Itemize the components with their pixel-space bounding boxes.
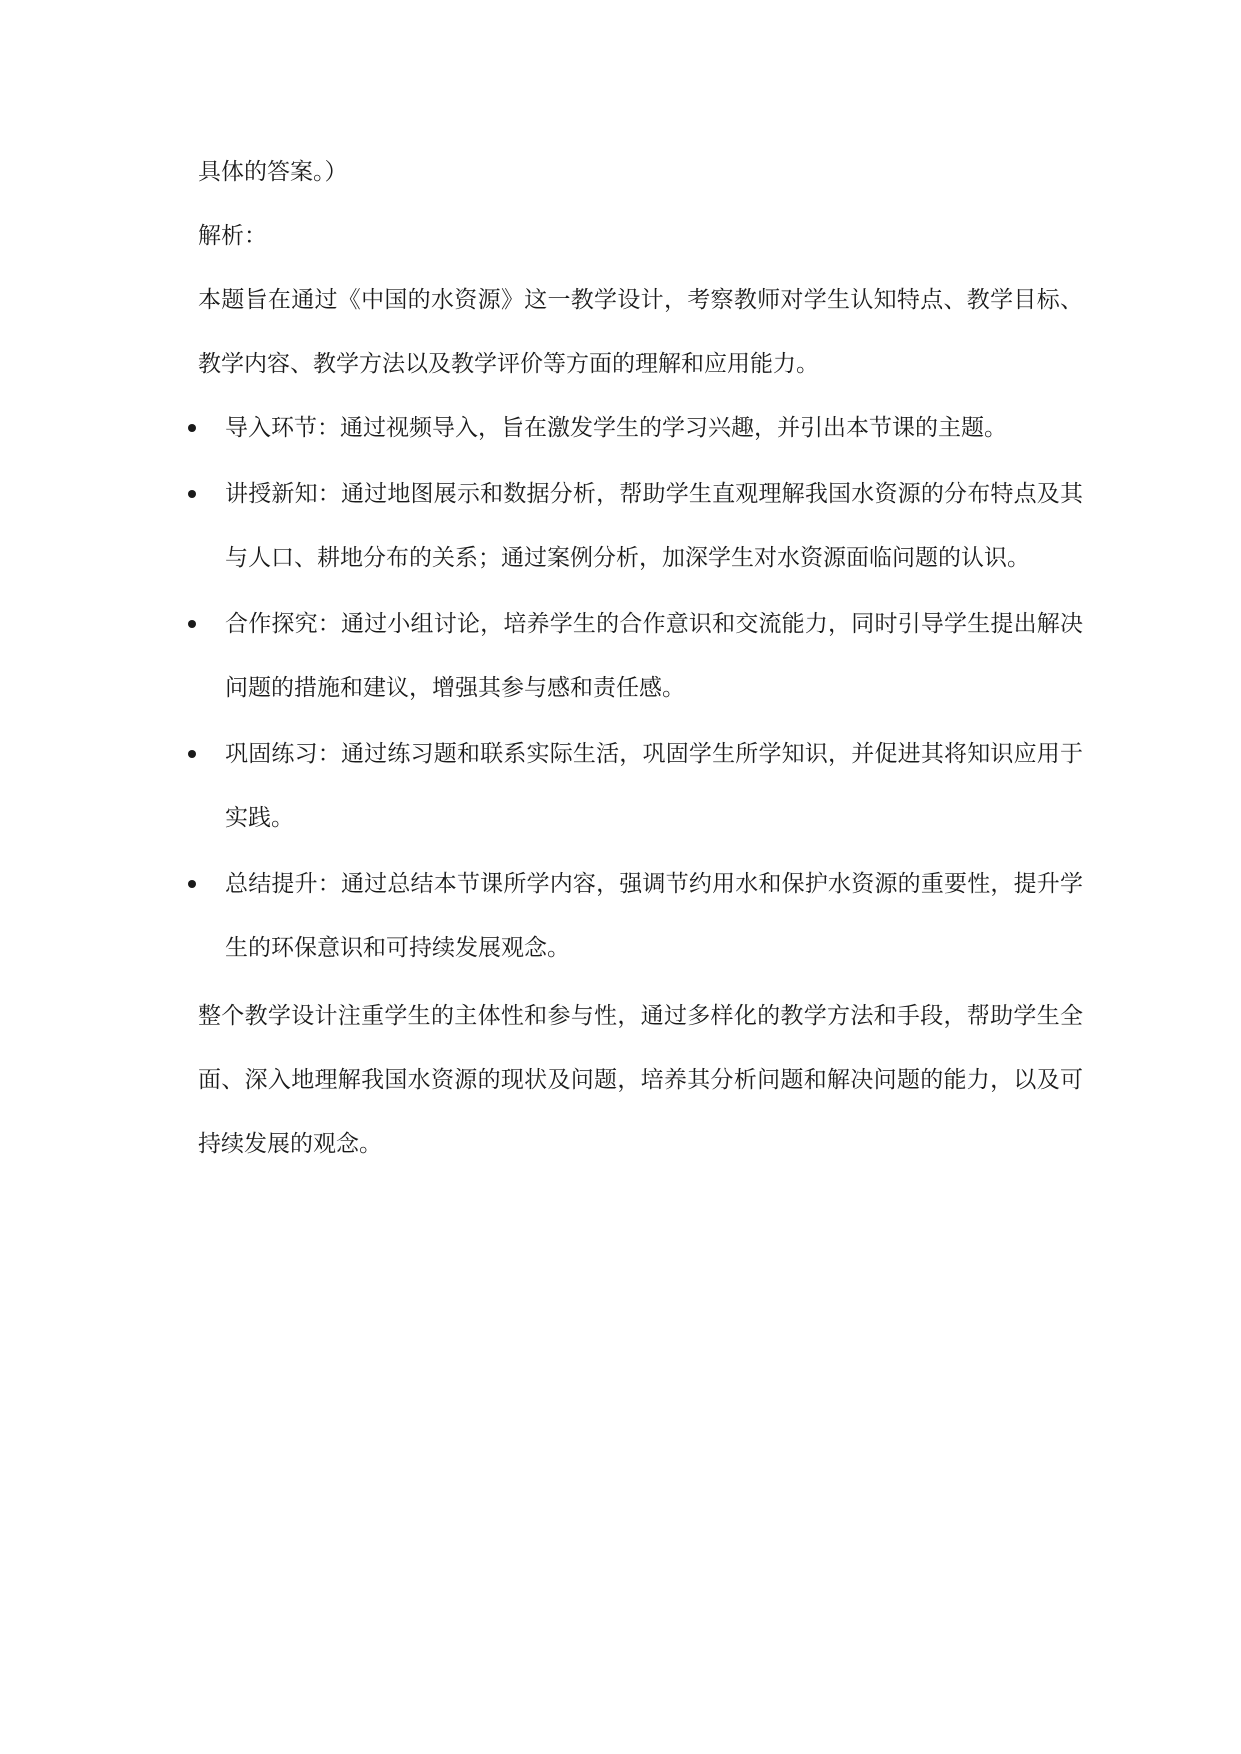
analysis-heading: 解析： <box>198 223 267 249</box>
list-item <box>198 592 1083 720</box>
list-item <box>198 462 1083 590</box>
bullet-icon <box>188 620 196 628</box>
summary-paragraph: 整个教学设计注重学生的主体性和参与性，通过多样化的教学方法和手段，帮助学生全面、深入地理解我国水资源的现状及问题，培养其分析问题和解决问题的能力，以及可持续发展的观念。 <box>198 1003 1083 1157</box>
document-body <box>198 140 1083 1176</box>
bullet-icon <box>188 750 196 758</box>
bullet-icon <box>188 424 196 432</box>
list-item-text: 巩固练习：通过练习题和联系实际生活，巩固学生所学知识，并促进其将知识应用于实践。 <box>225 741 1083 831</box>
list-item <box>198 722 1083 850</box>
list-item-text: 导入环节：通过视频导入，旨在激发学生的学习兴趣，并引出本节课的主题。 <box>225 415 1007 441</box>
teaching-steps-list <box>198 396 1083 980</box>
list-item <box>198 396 1083 460</box>
bullet-icon <box>188 490 196 498</box>
list-item-text: 合作探究：通过小组讨论，培养学生的合作意识和交流能力，同时引导学生提出解决问题的措施和建议，增强其参与感和责任感。 <box>225 611 1083 701</box>
list-item-text: 总结提升：通过总结本节课所学内容，强调节约用水和保护水资源的重要性，提升学生的环保意识和可持续发展观念。 <box>225 871 1083 961</box>
list-item-text: 讲授新知：通过地图展示和数据分析，帮助学生直观理解我国水资源的分布特点及其与人口、耕地分布的关系；通过案例分析，加深学生对水资源面临问题的认识。 <box>225 481 1083 571</box>
list-item <box>198 852 1083 980</box>
continuation-text: 具体的答案。） <box>198 159 348 185</box>
intro-paragraph: 本题旨在通过《中国的水资源》这一教学设计，考察教师对学生认知特点、教学目标、教学内容、教学方法以及教学评价等方面的理解和应用能力。 <box>198 287 1083 377</box>
bullet-icon <box>188 880 196 888</box>
